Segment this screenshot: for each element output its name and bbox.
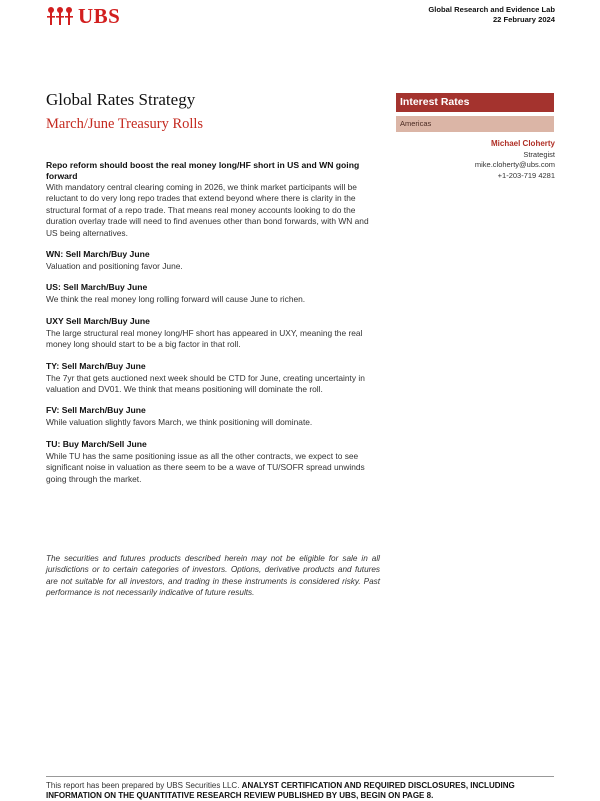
report-title: Global Rates Strategy [46,90,196,109]
region-banner: Americas [396,116,554,132]
author-block [475,139,555,181]
report-date: 22 February 2024 [492,15,555,24]
section-text: Valuation and positioning favor June. [46,261,183,272]
section-ty [46,360,380,396]
section-heading: US: Sell March/Buy June [46,282,148,293]
section-heading: FV: Sell March/Buy June [46,405,146,416]
footer-divider [46,776,554,777]
report-body [46,160,380,485]
footer-disclosures-link[interactable]: ANALYST CERTIFICATION AND REQUIRED DISCLOSURES, INCLUDING INFORMATION ON THE QUANTITATIVE RESEARCH REVIEW PUBLISHED BY UBS, BEGIN ON PAGE 8. [46,781,515,800]
section-us [46,281,380,305]
section-tu [46,438,380,485]
author-name: Michael Cloherty [490,139,555,148]
section-heading: TU: Buy March/Sell June [46,438,147,449]
section-wn [46,248,380,272]
section-text: The 7yr that gets auctioned next week should be CTD for June, creating uncertainty in valuation and DV01. We think that means positioning will dominate the roll. [46,372,365,395]
section-text: While TU has the same positioning issue as all the other contracts, we expect to see significant noise in valuation as there seem to be a wave of TU/SOFR spread unwinds going through the market. [46,450,365,484]
keys-emblem-icon [46,6,74,28]
report-subtitle: March/June Treasury Rolls [46,116,204,132]
section-text: While valuation slightly favors March, we think positioning will dominate. [46,417,313,428]
publisher: Global Research and Evidence Lab [428,5,555,14]
section-heading: WN: Sell March/Buy June [46,249,150,260]
brand-name: UBS [78,4,121,28]
section-fv [46,404,380,428]
section-heading: TY: Sell March/Buy June [46,360,146,371]
lead-heading: Repo reform should boost the real money long/HF short in US and WN going forward [46,160,360,181]
author-email[interactable]: mike.cloherty@ubs.com [474,160,555,169]
topic-banner: Interest Rates [396,93,554,112]
report-header-info [428,5,555,25]
author-role: Strategist [523,149,555,159]
footer-prepared-by: This report has been prepared by UBS Securities LLC. [46,781,240,790]
section-heading: UXY Sell March/Buy June [46,315,150,326]
section-text: We think the real money long rolling forward will cause June to richen. [46,294,306,305]
risk-disclaimer: The securities and futures products described herein may not be eligible for sale in all jurisdictions or to certain categories of investors. Options, derivative products and futures are not suitable for all investors, and trading in these instruments is considered risky. Past performance is not necessarily indicative of future results. [46,554,380,597]
page-footer [46,781,566,801]
section-text: The large structural real money long/HF short has appeared in UXY, meaning the real money long should start to be a big factor in that roll. [46,327,363,350]
ubs-logo [46,4,120,29]
author-phone: +1-203-719 4281 [497,170,555,180]
lead-paragraph: With mandatory central clearing coming in 2026, we think market participants will be reluctant to do very long repo trades that extend beyond where there is clarity in the structural format of a repo trade. That means real money accounts looking to do the duration overlay trade will need to find avenues other than bond forwards, with WN and US being alternatives. [46,182,369,238]
section-uxy [46,315,380,351]
